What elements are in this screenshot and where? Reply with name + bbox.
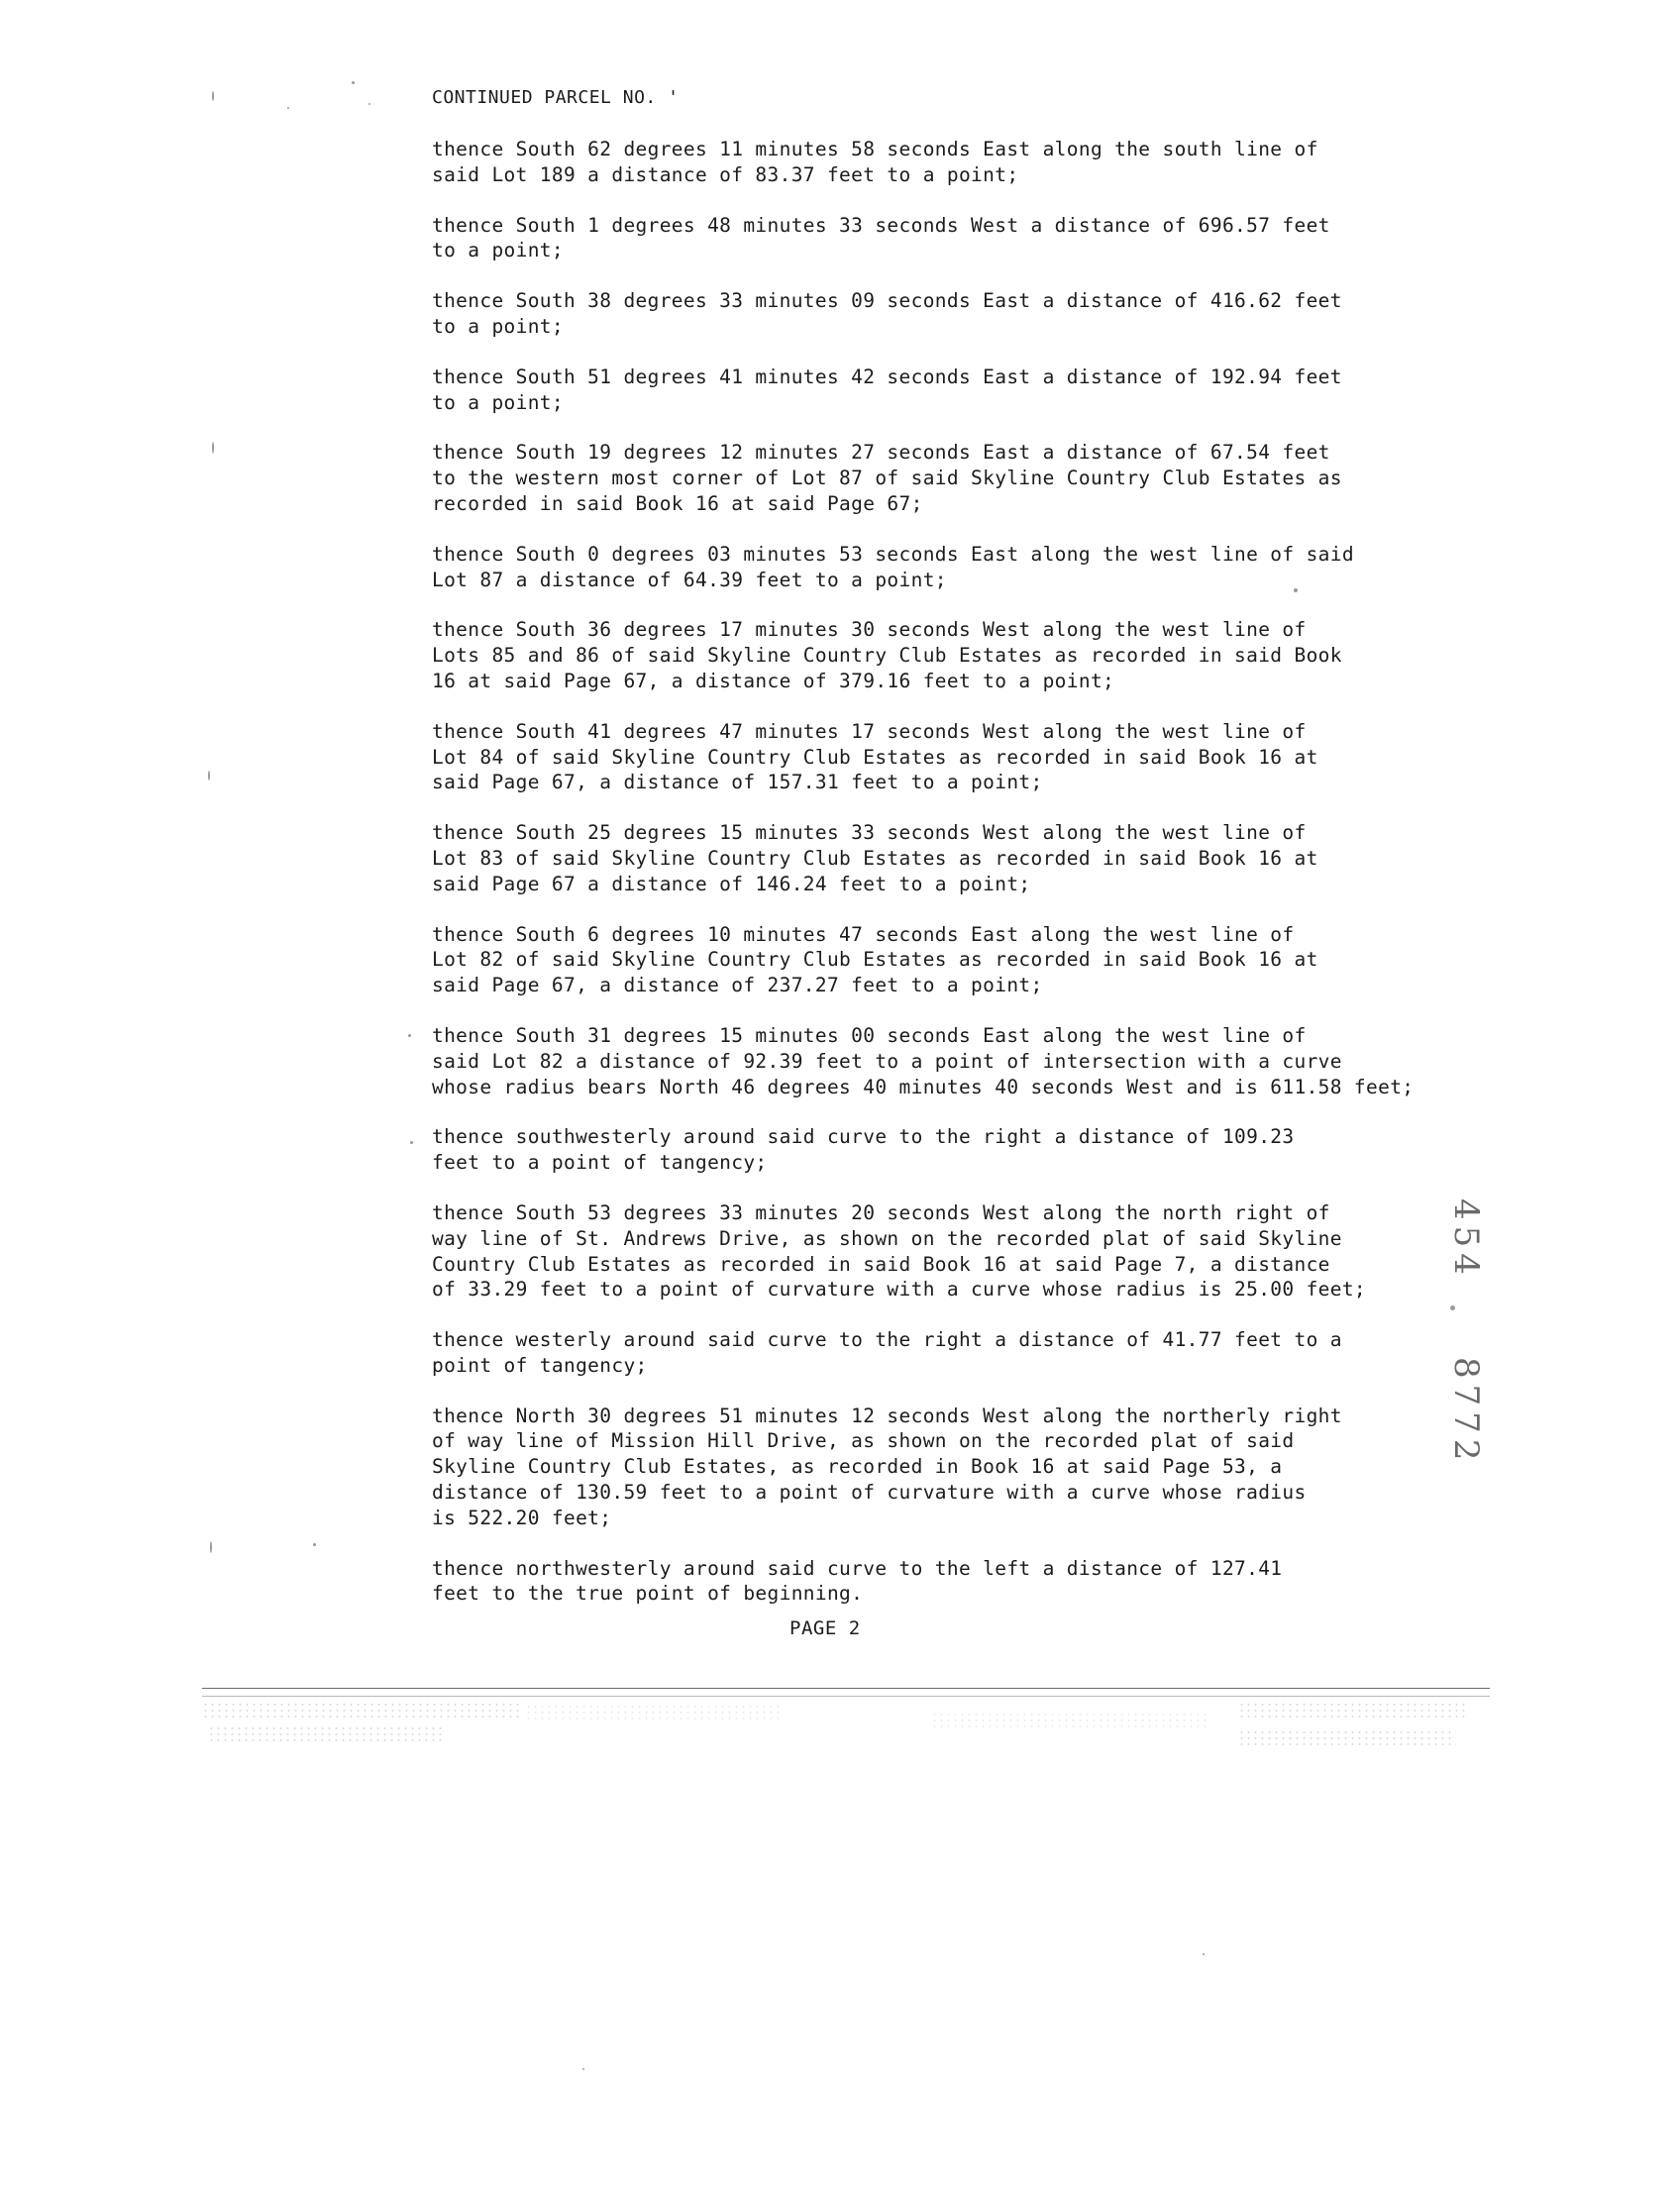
page-divider [202, 1688, 1490, 1689]
scan-noise [1238, 1729, 1456, 1747]
scan-noise [208, 1725, 446, 1743]
paragraph: thence South 1 degrees 48 minutes 33 seconds West a distance of 696.57 feet to a point; [432, 213, 1330, 262]
paragraph: thence northwesterly around said curve to the left a distance of 127.41 feet to the true point of beginning. [432, 1556, 1283, 1606]
scan-speck [1450, 1305, 1455, 1310]
scan-speck [410, 1141, 413, 1144]
paragraph: thence South 0 degrees 03 minutes 53 seconds East along the west line of said Lot 87 a distance of 64.39 feet to a point; [432, 542, 1354, 591]
paragraph: thence South 38 degrees 33 minutes 09 seconds East a distance of 416.62 feet to a point; [432, 289, 1342, 338]
paragraph: thence North 30 degrees 51 minutes 12 seconds West along the northerly right of way line of Mission Hill Drive, as shown on the recorded plat of said Skyline Country Club Estates, as recorded in Book 16 at said Page 53, a distance of 130.59 feet to a point of curvature with a curve whose radius is 522.20 feet; [432, 1404, 1342, 1529]
paragraph: thence South 31 degrees 15 minutes 00 seconds East along the west line of said Lot 82 a distance of 92.39 feet to a point of intersection with a curve whose radius bears North 46 degrees 40 minutes 40 seconds West and is 611.58 feet; [432, 1023, 1415, 1098]
scan-noise [931, 1712, 1208, 1729]
legal-description [432, 137, 1482, 1631]
paragraph: thence South 62 degrees 11 minutes 58 seconds East along the south line of said Lot 189 a distance of 83.37 feet to a point; [432, 138, 1318, 186]
scan-speck [352, 81, 355, 84]
scan-speck [408, 1034, 411, 1037]
paragraph: thence South 41 degrees 47 minutes 17 seconds West along the west line of Lot 84 of said Skyline Country Club Estates as recorded in said Book 16 at said Page 67, a distance of 157.31 feet to a point; [432, 719, 1318, 794]
scan-speck [287, 107, 289, 109]
paragraph: thence South 36 degrees 17 minutes 30 seconds West along the west line of Lots 85 and 86 of said Skyline Country Club Estates as recorded in said Book 16 at said Page 67, a distance of 379.16 feet to a point; [432, 618, 1342, 692]
stamp-number-lower: 8772 [1446, 1357, 1486, 1467]
scan-noise [525, 1704, 783, 1721]
paragraph: thence southwesterly around said curve to the right a distance of 109.23 feet to a point of tangency; [432, 1125, 1295, 1175]
scan-noise [1238, 1702, 1466, 1719]
scan-speck [208, 771, 210, 781]
paragraph: thence South 51 degrees 41 minutes 42 seconds East a distance of 192.94 feet to a point; [432, 364, 1342, 414]
page-divider-faint [202, 1696, 1490, 1697]
page-number: PAGE 2 [789, 1617, 861, 1639]
scan-speck [368, 103, 370, 105]
scan-speck [313, 1543, 316, 1546]
scan-noise [202, 1702, 519, 1719]
scan-speck [582, 2068, 584, 2070]
scan-speck [212, 91, 214, 101]
paragraph: thence South 53 degrees 33 minutes 20 seconds West along the north right of way line of St. Andrews Drive, as shown on the recorded plat of said Skyline Country Club Estates as recorded in said Book 16 at said Page 7, a distance of 33.29 feet to a point of curvature with a curve whose radius is 25.00 feet; [432, 1200, 1367, 1302]
parcel-heading: CONTINUED PARCEL NO. ' [432, 87, 680, 108]
paragraph: thence westerly around said curve to the right a distance of 41.77 feet to a point of tangency; [432, 1328, 1342, 1377]
scan-speck [212, 442, 214, 454]
recording-stamp [1432, 1198, 1512, 1694]
paragraph: thence South 25 degrees 15 minutes 33 seconds West along the west line of Lot 83 of said Skyline Country Club Estates as recorded in said Book 16 at said Page 67 a distance of 146.24 feet to a point; [432, 821, 1318, 895]
paragraph: thence South 6 degrees 10 minutes 47 seconds East along the west line of Lot 82 of said Skyline Country Club Estates as recorded in said Book 16 at said Page 67, a distance of 237.27 feet to a point; [432, 922, 1318, 997]
scan-speck [1294, 588, 1298, 592]
paragraph: thence South 19 degrees 12 minutes 27 seconds East a distance of 67.54 feet to the western most corner of Lot 87 of said Skyline Country Club Estates as recorded in said Book 16 at said Page 67; [432, 441, 1342, 515]
scan-speck [1203, 1953, 1205, 1955]
scan-speck [210, 1541, 212, 1553]
stamp-number-upper: 454 [1446, 1198, 1486, 1281]
